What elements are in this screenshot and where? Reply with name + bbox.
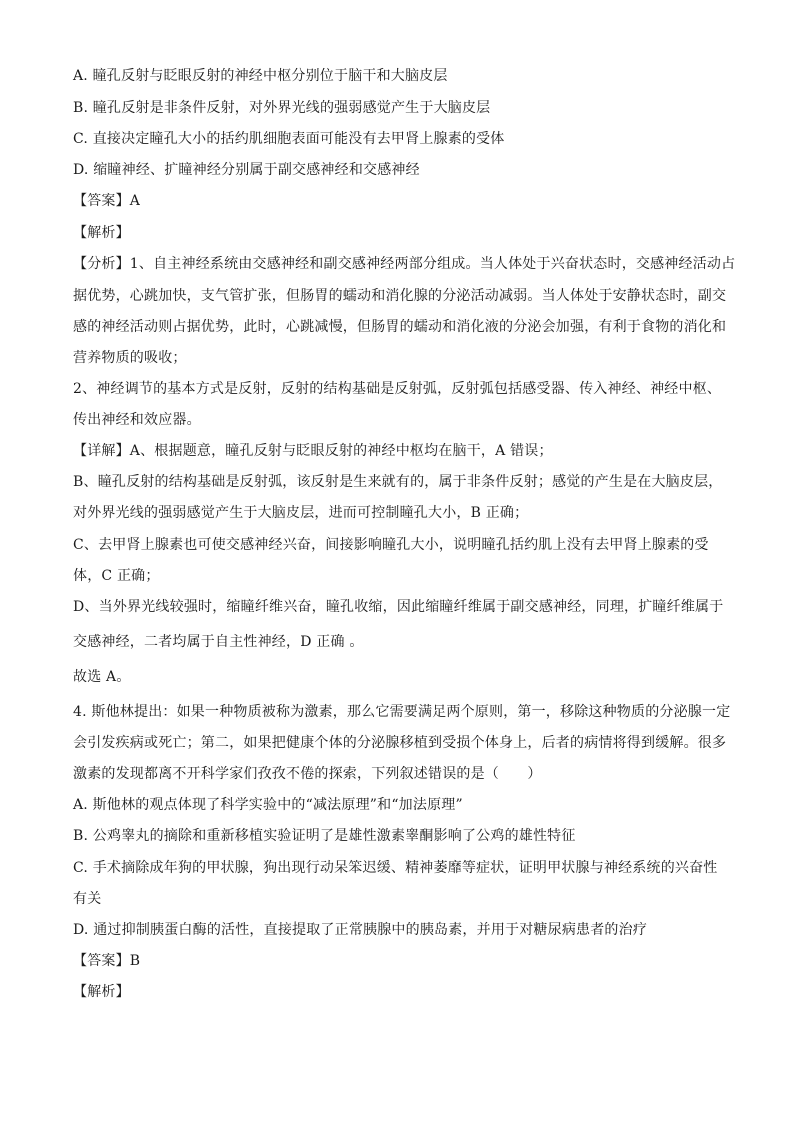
analysis-paragraph-line: 据优势，心跳加快，支气管扩张，但肠胃的蠕动和消化腺的分泌活动减弱。当人体处于安静状态时，副交 [73,288,727,304]
analysis-paragraph-line: 感的神经活动则占据优势，此时，心跳减慢，但肠胃的蠕动和消化液的分泌会加强，有利于食物的消化和 [73,319,727,335]
q4-option-d-text: D. 通过抑制胰蛋白酶的活性，直接提取了正常胰腺中的胰岛素，并用于对糖尿病患者的治疗 [73,922,648,938]
detail-line: D、当外界光线较强时，缩瞳纤维兴奋，瞳孔收缩，因此缩瞳纤维属于副交感神经，同理，扩瞳纤维属于 [73,599,724,615]
analysis-heading: 【解析】 [73,225,130,241]
detail-line: B、瞳孔反射的结构基础是反射弧，该反射是生来就有的，属于非条件反射；感觉的产生是在大脑皮层， [73,474,723,490]
option-a-text: A. 瞳孔反射与眨眼反射的神经中枢分别位于脑干和大脑皮层 [73,68,448,84]
q4-option-b-text: B. 公鸡睾丸的摘除和重新移植实验证明了是雄性激素睾酮影响了公鸡的雄性特征 [73,828,576,844]
detail-line: C、去甲肾上腺素也可使交感神经兴奋，间接影响瞳孔大小，说明瞳孔括约肌上没有去甲肾上腺素的受 [73,537,709,553]
question-4-line: 激素的发现都离不开科学家们孜孜不倦的探索，下列叙述错误的是（ ） [73,766,542,782]
q4-option-c-text: C. 手术摘除成年狗的甲状腺，狗出现行动呆笨迟缓、精神萎靡等症状，证明甲状腺与神经系统的兴奋性 [73,860,718,876]
conclusion-line: 故选 A。 [73,669,131,685]
answer-label: 【答案】A [73,193,141,209]
detail-line: 交感神经，二者均属于自主性神经，D 正确 。 [73,634,364,650]
question-4-line: 会引发疾病或死亡；第二，如果把健康个体的分泌腺移植到受损个体身上，后者的病情将得到缓解。很多 [73,735,727,751]
question-4-line: 4. 斯他林提出：如果一种物质被称为激素，那么它需要满足两个原则，第一，移除这种物质的分泌腺一定 [73,704,731,720]
option-c-text: C. 直接决定瞳孔大小的括约肌细胞表面可能没有去甲肾上腺素的受体 [73,131,505,147]
analysis-paragraph-line: 2、神经调节的基本方式是反射，反射的结构基础是反射弧，反射弧包括感受器、传入神经、神经中枢、 [73,381,722,397]
analysis-paragraph-line: 【分析】1、自主神经系统由交感神经和副交感神经两部分组成。当人体处于兴奋状态时，交感神经活动占 [73,256,736,272]
detail-line: 【详解】A、根据题意，瞳孔反射与眨眼反射的神经中枢均在脑干，A 错误； [73,443,553,459]
analysis-paragraph-line: 营养物质的吸收； [73,350,187,366]
detail-line: 体，C 正确； [73,568,160,584]
option-b-text: B. 瞳孔反射是非条件反射，对外界光线的强弱感觉产生于大脑皮层 [73,100,491,116]
q4-option-c-text-continued: 有关 [73,891,102,907]
option-d-text: D. 缩瞳神经、扩瞳神经分别属于副交感神经和交感神经 [73,162,420,178]
analysis-paragraph-line: 传出神经和效应器。 [73,412,201,428]
q4-option-a-text: A. 斯他林的观点体现了科学实验中的“减法原理”和“加法原理” [73,797,463,813]
answer-label: 【答案】B [73,953,141,969]
analysis-heading: 【解析】 [73,984,130,1000]
detail-line: 对外界光线的强弱感觉产生于大脑皮层，进而可控制瞳孔大小，B 正确； [73,505,529,521]
